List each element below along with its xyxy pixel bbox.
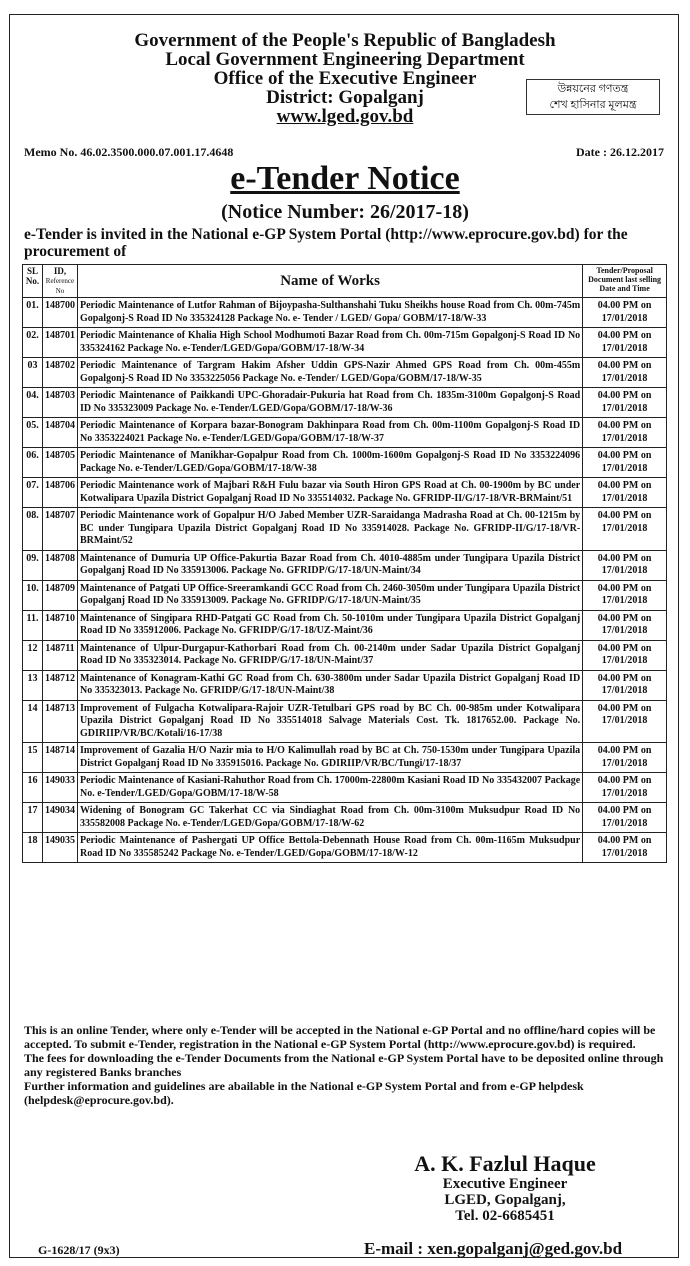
row-work-cell: Periodic Maintenance of Lutfor Rahman of Bijoypasha-Sulthanshahi Tuku Sheikhs house Road from Ch. 00m-745m Gopalgonj-S Road ID No 335324128 Package No. e- Tender / LGED/ Gopa/ GOBM/17-18/W-33 [77,298,582,328]
row-id-cell: 149035 [42,833,77,863]
header-line-office: Office of the Executive Engineer [213,68,477,89]
table-row [23,388,667,418]
row-work-cell: Maintenance of Singipara RHD-Patgati GC Road from Ch. 50-1010m under Tungipara Upazila District Gopalganj Road ID No 335912006. Package No. GFRIDP/G/17-18/UZ-Maint/36 [77,610,582,640]
table-row [23,610,667,640]
table-row [23,328,667,358]
row-work-cell: Periodic Maintenance work of Gopalpur H/O Jabed Member UZR-Saraidanga Madrasha Road at Ch. 00-1215m by BC under Tungipara Upazila District Gopalganj Road ID No 335914028. Package No. GFRIDP-II/G/17-18/VR-BRMaint/52 [77,508,582,551]
row-id-cell: 148703 [42,388,77,418]
signatory-designation: Executive Engineer [442,1176,568,1192]
row-date-cell: 04.00 PM on 17/01/2018 [583,773,667,803]
row-date-cell: 04.00 PM on 17/01/2018 [583,580,667,610]
row-date-cell: 04.00 PM on 17/01/2018 [583,328,667,358]
footer-paragraph-online: This is an online Tender, where only e-Tender will be accepted in the National e-GP Portal and no offline/hard copies will be accepted. To submit e-Tender, registration in the National e-GP System Portal (http://www.eprocure.gov.bd) is required. [24,1023,656,1051]
row-id-cell: 148709 [42,580,77,610]
col-header-date: Tender/Proposal Document last selling Date and Time [583,265,667,298]
row-sl-cell: 02. [23,328,43,358]
signatory-name: A. K. Fazlul Haque [414,1151,596,1176]
signatory-email: E-mail : xen.gopalganj@ged.gov.bd [364,1239,623,1258]
row-id-cell: 148707 [42,508,77,551]
signatory-phone: Tel. 02-6685451 [455,1208,555,1224]
row-sl-cell: 06. [23,448,43,478]
table-row [23,448,667,478]
row-date-cell: 04.00 PM on 17/01/2018 [583,700,667,743]
row-work-cell: Maintenance of Dumuria UP Office-Pakurtia Bazar Road from Ch. 4010-4885m under Tungipara Upazila District Gopalganj Road ID No 335913006. Package No. GFRIDP/G/17-18/UN-Maint/34 [77,550,582,580]
table-row [23,640,667,670]
table-row [23,670,667,700]
table-row [23,803,667,833]
row-date-cell: 04.00 PM on 17/01/2018 [583,448,667,478]
table-header-row [23,265,667,298]
footer-text [24,1023,664,1107]
row-sl-cell: 17 [23,803,43,833]
row-sl-cell: 05. [23,418,43,448]
row-sl-cell: 10. [23,580,43,610]
notice-frame [9,14,679,1258]
table-row [23,478,667,508]
table-row [23,418,667,448]
row-sl-cell: 09. [23,550,43,580]
slogan-box [526,79,660,115]
row-date-cell: 04.00 PM on 17/01/2018 [583,388,667,418]
row-work-cell: Periodic Maintenance of Targram Hakim Afsher Uddin GPS-Nazir Ahmed GPS Road from Ch. 00m-455m Gopalgonj-S Road ID No 3353225056 Package No. e-Tender/ LGED/Gopa/GOBM/17-18/W-35 [77,358,582,388]
memo-number: Memo No. 46.02.3500.000.07.001.17.4648 [24,145,234,159]
row-date-cell: 04.00 PM on 17/01/2018 [583,478,667,508]
notice-title [10,161,680,197]
row-work-cell: Periodic Maintenance of Pashergati UP Office Bettola-Debennath House Road from Ch. 00m-1165m Muksudpur Road ID No 335585242 Package No. e-Tender/LGED/Gopa/GOBM/17-18/W-12 [77,833,582,863]
row-id-cell: 148711 [42,640,77,670]
row-work-cell: Improvement of Fulgacha Kotwalipara-Rajoir UZR-Tetulbari GPS road by BC Ch. 00-985m under Kotwalipara Upazila District Gopalganj Road ID No 335514018 Salvage Materials Cost. Tk. 1817652.00. Package No. GDIRIIP/VR/BC/Kotali/16-17/38 [77,700,582,743]
row-work-cell: Periodic Maintenance of Kasiani-Rahuthor Road from Ch. 17000m-22800m Kasiani Road ID No 335432007 Package No. e-Tender/LGED/Gopa/GOBM/17-18/W-58 [77,773,582,803]
row-sl-cell: 07. [23,478,43,508]
intro-text: e-Tender is invited in the National e-GP System Portal (http://www.eprocure.gov.bd) for the procurement of [24,226,628,260]
notice-title-text: e-Tender Notice [230,160,460,197]
ad-reference-number: G-1628/17 (9x3) [38,1243,120,1257]
row-sl-cell: 15 [23,743,43,773]
row-date-cell: 04.00 PM on 17/01/2018 [583,640,667,670]
signatory-office: LGED, Gopalganj, [444,1192,566,1208]
col-header-works: Name of Works [77,265,582,298]
col-header-id-line1: ID, [53,266,67,276]
row-sl-cell: 04. [23,388,43,418]
header-website: www.lged.gov.bd [276,106,414,127]
table-row [23,550,667,580]
row-work-cell: Periodic Maintenance of Khalia High School Modhumoti Bazar Road from Ch. 00m-715m Gopalgonj-S Road ID No 335324162 Package No. e-Tender/LGED/Gopa/GOBM/17-18/W-34 [77,328,582,358]
table-row [23,298,667,328]
row-work-cell: Periodic Maintenance of Paikkandi UPC-Ghoradair-Pukuria hat Road from Ch. 1835m-3100m Gopalgonj-S Road ID No 335323009 Package No. e-Tender/LGED/Gopa/GOBM/17-18/W-36 [77,388,582,418]
row-id-cell: 148714 [42,743,77,773]
row-id-cell: 148710 [42,610,77,640]
row-id-cell: 148705 [42,448,77,478]
row-id-cell: 148704 [42,418,77,448]
row-date-cell: 04.00 PM on 17/01/2018 [583,358,667,388]
row-id-cell: 148702 [42,358,77,388]
row-date-cell: 04.00 PM on 17/01/2018 [583,298,667,328]
row-date-cell: 04.00 PM on 17/01/2018 [583,670,667,700]
row-id-cell: 148701 [42,328,77,358]
row-sl-cell: 01. [23,298,43,328]
works-table [22,264,667,863]
row-sl-cell: 12 [23,640,43,670]
row-sl-cell: 14 [23,700,43,743]
header-line-department: Local Government Engineering Department [165,49,525,70]
row-work-cell: Widening of Bonogram GC Takerhat CC via Sindiaghat Road from Ch. 00m-3100m Muksudpur Road ID No 335582008 Package No. e-Tender/LGED/Gopa/GOBM/17-18/W-62 [77,803,582,833]
slogan-line-2: শেখ হাসিনার মূলমন্ত্র [549,99,637,111]
notice-number: (Notice Number: 26/2017-18) [221,201,469,223]
row-work-cell: Periodic Maintenance of Korpara bazar-Bonogram Dakhinpara Road from Ch. 00m-1100m Gopalgonj-S Road ID No 3353224021 Package No. e-Tender/LGED/Gopa/GOBM/17-18/W-37 [77,418,582,448]
notice-date: Date : 26.12.2017 [576,145,664,159]
col-header-sl: SL No. [23,265,43,298]
row-date-cell: 04.00 PM on 17/01/2018 [583,833,667,863]
col-header-id-line2: Reference No [45,277,75,295]
row-id-cell: 148706 [42,478,77,508]
col-header-id [42,265,77,298]
row-sl-cell: 13 [23,670,43,700]
row-id-cell: 149034 [42,803,77,833]
table-row [23,773,667,803]
slogan-line-1: উন্নয়নের গণতন্ত্র [557,83,629,95]
row-sl-cell: 18 [23,833,43,863]
row-work-cell: Periodic Maintenance work of Majbari R&H Fulu bazar via South Hiron GPS Road at Ch. 00-1900m by BC under Kotwalipara Upazila District Gopalganj Road ID No 335514032. Package No. GFRIDP-II/G/17-18/VR-BRMaint/51 [77,478,582,508]
table-row [23,508,667,551]
footer-paragraph-info: Further information and guidelines are abailable in the National e-GP System Portal and from e-GP helpdesk (helpdesk@eprocure.gov.bd). [24,1079,584,1107]
row-id-cell: 148700 [42,298,77,328]
row-date-cell: 04.00 PM on 17/01/2018 [583,508,667,551]
row-id-cell: 148712 [42,670,77,700]
row-sl-cell: 11. [23,610,43,640]
row-date-cell: 04.00 PM on 17/01/2018 [583,418,667,448]
row-work-cell: Periodic Maintenance of Manikhar-Gopalpur Road from Ch. 1000m-1600m Gopalgonj-S Road ID No 3353224096 Package No. e-Tender/LGED/Gopa/GOBM/17-18/W-38 [77,448,582,478]
row-id-cell: 148713 [42,700,77,743]
table-row [23,358,667,388]
row-sl-cell: 08. [23,508,43,551]
row-sl-cell: 16 [23,773,43,803]
table-row [23,580,667,610]
row-work-cell: Maintenance of Patgati UP Office-Sreeramkandi GCC Road from Ch. 2460-3050m under Tungipara Upazila District Gopalganj Road ID No 335913009. Package No. GFRIDP/G/17-18/UN-Maint/35 [77,580,582,610]
row-date-cell: 04.00 PM on 17/01/2018 [583,610,667,640]
row-date-cell: 04.00 PM on 17/01/2018 [583,743,667,773]
row-date-cell: 04.00 PM on 17/01/2018 [583,803,667,833]
row-id-cell: 148708 [42,550,77,580]
row-work-cell: Improvement of Gazalia H/O Nazir mia to H/O Kalimullah road by BC at Ch. 750-1530m under Tungipara Upazila District Gopalganj Road ID No 335915016. Package No. GDIRIIP/VR/BC/Tungi/17-18/37 [77,743,582,773]
row-date-cell: 04.00 PM on 17/01/2018 [583,550,667,580]
row-sl-cell: 03 [23,358,43,388]
row-id-cell: 149033 [42,773,77,803]
row-work-cell: Maintenance of Ulpur-Durgapur-Kathorbari Road from Ch. 00-2140m under Sadar Upazila District Gopalganj Road ID No 335323014. Package No. GFRIDP/G/17-18/UN-Maint/37 [77,640,582,670]
table-row [23,743,667,773]
header-line-government: Government of the People's Republic of Bangladesh [134,30,556,51]
header-line-district: District: Gopalganj [266,87,424,108]
row-work-cell: Maintenance of Konagram-Kathi GC Road from Ch. 630-3800m under Sadar Upazila District Gopalganj Road ID No 335323013. Package No. GFRIDP/G/17-18/UN-Maint/38 [77,670,582,700]
table-row [23,700,667,743]
signature-block [390,1152,620,1224]
footer-paragraph-fees: The fees for downloading the e-Tender Documents from the National e-GP System Portal have to be deposited online through any registered Banks branches [24,1051,664,1079]
table-row [23,833,667,863]
